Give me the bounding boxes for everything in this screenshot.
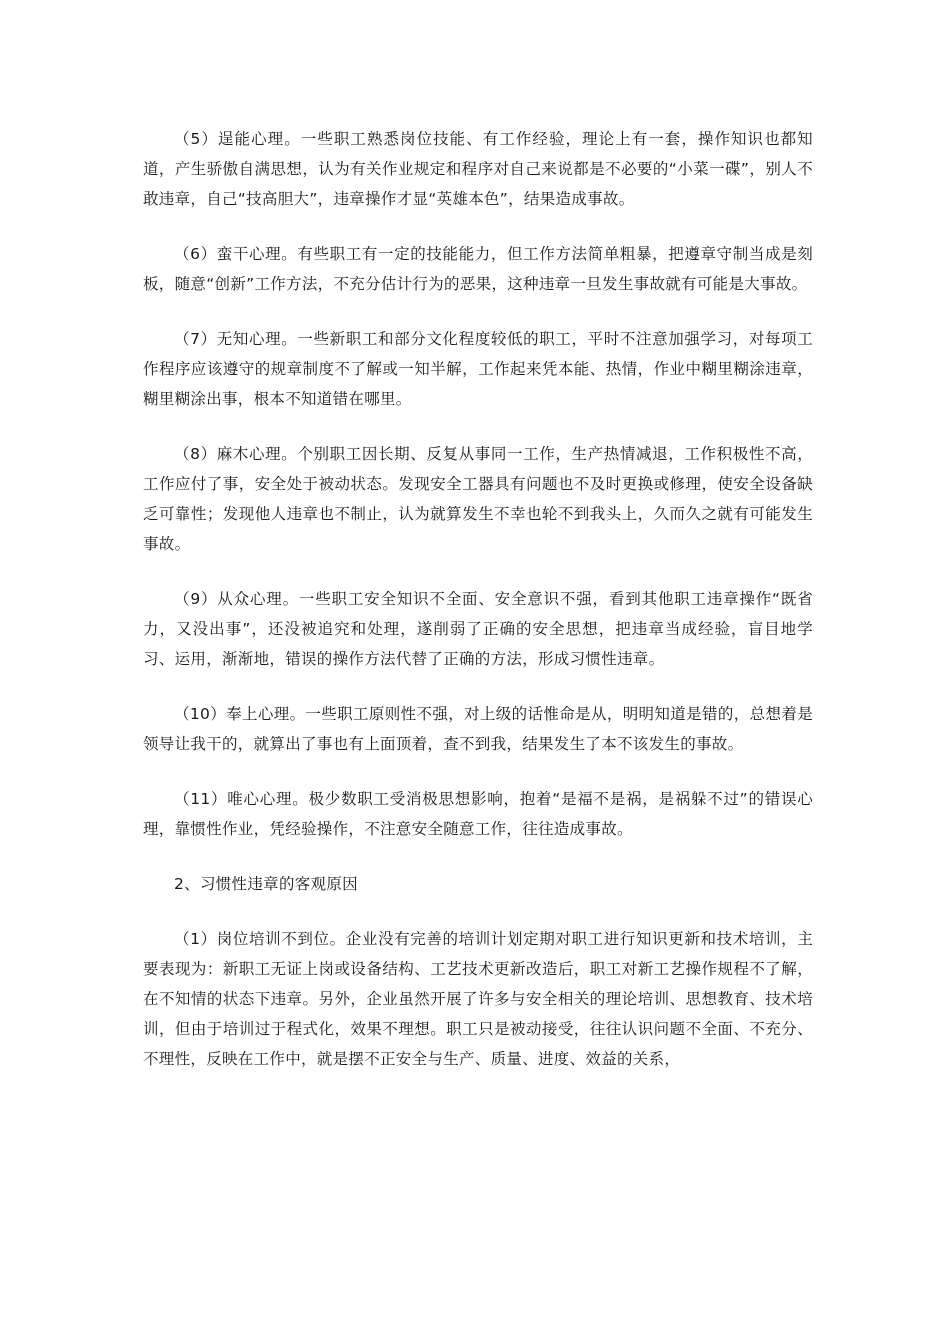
section-heading: 2、习惯性违章的客观原因 <box>174 875 358 893</box>
document-page <box>143 124 813 1099</box>
paragraph-8: （8）麻木心理。个别职工因长期、反复从事同一工作，生产热情减退，工作积极性不高，工作应付了事，安全处于被动状态。发现安全工器具有问题也不及时更换或修理，使安全设备缺乏可靠性；发现他人违章也不制止，认为就算发生不幸也轮不到我头上，久而久之就有可能发生事故。 <box>143 445 813 553</box>
paragraph-6: （6）蛮干心理。有些职工有一定的技能能力，但工作方法简单粗暴，把遵章守制当成是刻板，随意“创新”工作方法，不充分估计行为的恶果，这种违章一旦发生事故就有可能是大事故。 <box>143 245 813 293</box>
paragraph-10: （10）奉上心理。一些职工原则性不强，对上级的话惟命是从，明明知道是错的，总想着是领导让我干的，就算出了事也有上面顶着，查不到我，结果发生了本不该发生的事故。 <box>143 705 813 753</box>
paragraph-11: （11）唯心心理。极少数职工受消极思想影响，抱着“是福不是祸，是祸躲不过”的错误心理，靠惯性作业，凭经验操作，不注意安全随意工作，往往造成事故。 <box>143 790 813 838</box>
paragraph-7: （7）无知心理。一些新职工和部分文化程度较低的职工，平时不注意加强学习，对每项工作程序应该遵守的规章制度不了解或一知半解，工作起来凭本能、热情，作业中糊里糊涂违章，糊里糊涂出事，根本不知道错在哪里。 <box>143 330 813 408</box>
paragraph-9: （9）从众心理。一些职工安全知识不全面、安全意识不强，看到其他职工违章操作“既省力，又没出事”，还没被追究和处理，遂削弱了正确的安全思想，把违章当成经验，盲目地学习、运用，渐渐地，错误的操作方法代替了正确的方法，形成习惯性违章。 <box>143 590 813 668</box>
paragraph-5: （5）逞能心理。一些职工熟悉岗位技能、有工作经验，理论上有一套，操作知识也都知道，产生骄傲自满思想，认为有关作业规定和程序对自己来说都是不必要的“小菜一碟”，别人不敢违章，自己“技高胆大”，违章操作才显“英雄本色”，结果造成事故。 <box>143 130 813 208</box>
paragraph-training: （1）岗位培训不到位。企业没有完善的培训计划定期对职工进行知识更新和技术培训，主要表现为：新职工无证上岗或设备结构、工艺技术更新改造后，职工对新工艺操作规程不了解，在不知情的状态下违章。另外，企业虽然开展了许多与安全相关的理论培训、思想教育、技术培训，但由于培训过于程式化，效果不理想。职工只是被动接受，往往认识问题不全面、不充分、不理性，反映在工作中，就是摆不正安全与生产、质量、进度、效益的关系， <box>143 930 813 1068</box>
